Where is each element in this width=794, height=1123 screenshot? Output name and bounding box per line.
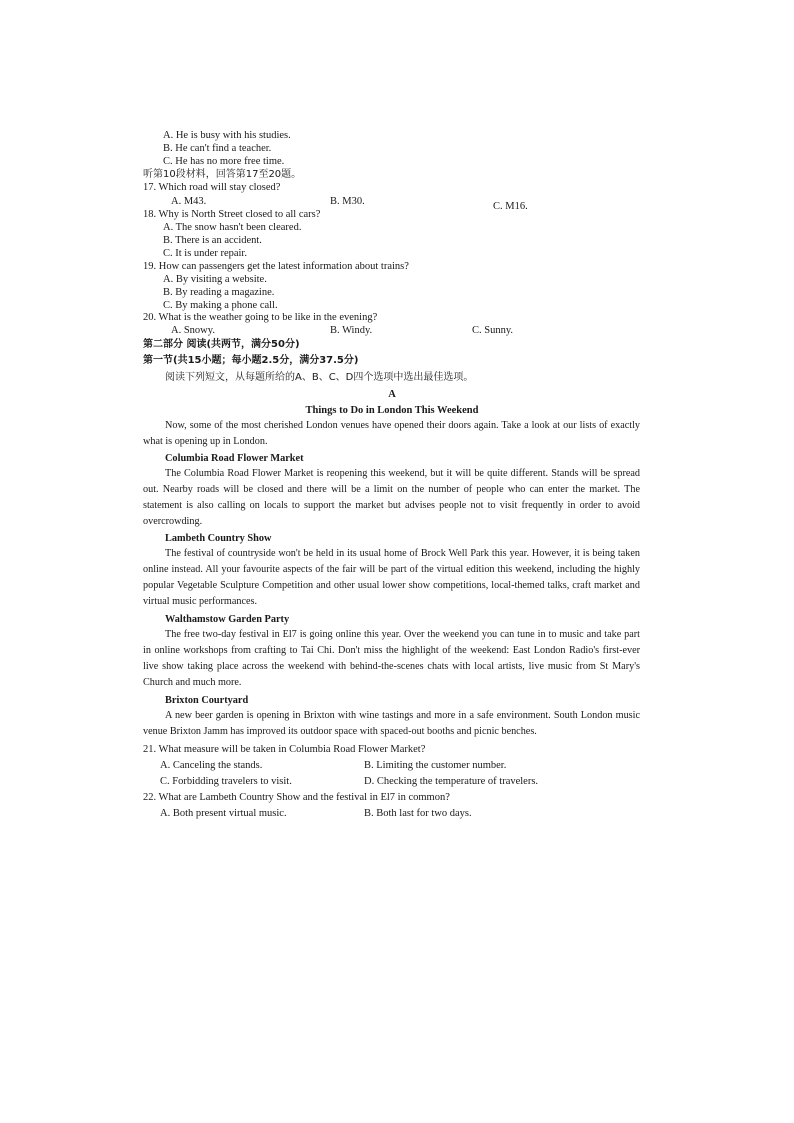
q22-option-a: A. Both present virtual music. (160, 808, 287, 819)
q16-option-a: A. He is busy with his studies. (163, 130, 291, 141)
q19-option-a: A. By visiting a website. (163, 274, 267, 285)
section-text-brixton: A new beer garden is opening in Brixton with wine tastings and more in a safe environment. South London music venue Brixton Jamm has improved its outdoor space with spaced-out booths and picnic benches. (143, 710, 640, 737)
section-1-title: 第一节(共15小题；每小题2.5分，满分37.5分) (143, 355, 359, 366)
q18-option-c: C. It is under repair. (163, 248, 247, 259)
section-heading-brixton: Brixton Courtyard (165, 695, 249, 706)
reading-instruction: 阅读下列短文，从每题所给的A、B、C、D四个选项中选出最佳选项。 (165, 372, 474, 383)
section-text-columbia: The Columbia Road Flower Market is reopening this weekend, but it will be quite different. Stands will be spread out. Nearby roads will be closed and there will be a limit on the number of people who can enter the market. The statement is also calling on locals to support the market but advises people not to visit frequently in order to avoid overcrowding. (143, 468, 640, 527)
section-heading-lambeth: Lambeth Country Show (165, 533, 272, 544)
part-2-title: 第二部分 阅读(共两节，满分50分) (143, 339, 300, 350)
q17-stem: 17. Which road will stay closed? (143, 182, 281, 193)
q21-option-b: B. Limiting the customer number. (364, 760, 507, 771)
q17-option-b: B. M30. (330, 196, 365, 207)
q20-stem: 20. What is the weather going to be like in the evening? (143, 312, 378, 323)
q17-option-a: A. M43. (171, 196, 207, 207)
section-text-walthamstow: The free two-day festival in El7 is going online this year. Over the weekend you can tune in to music and take part in online workshops from crafting to Tai Chi. Don't miss the highlight of the weekend: East London Radio's first-ever live show taking place across the weekend with behind-the-scenes chats with local artists, live music from St Mary's Church and much more. (143, 629, 640, 688)
q22-option-b: B. Both last for two days. (364, 808, 472, 819)
q18-option-a: A. The snow hasn't been cleared. (163, 222, 302, 233)
q19-option-c: C. By making a phone call. (163, 300, 278, 311)
section-heading-columbia: Columbia Road Flower Market (165, 453, 304, 464)
passage-letter: A (388, 389, 396, 400)
passage-title: Things to Do in London This Weekend (305, 405, 479, 416)
q20-option-a: A. Snowy. (171, 325, 215, 336)
q18-stem: 18. Why is North Street closed to all cars? (143, 209, 321, 220)
listening-10-instruction: 听第10段材料，回答第17至20题。 (143, 169, 302, 180)
q20-option-c: C. Sunny. (472, 325, 514, 336)
q21-stem: 21. What measure will be taken in Columbia Road Flower Market? (143, 744, 426, 755)
q20-option-b: B. Windy. (330, 325, 373, 336)
q22-stem: 22. What are Lambeth Country Show and the festival in El7 in common? (143, 792, 450, 803)
q21-option-a: A. Canceling the stands. (160, 760, 263, 771)
q16-option-b: B. He can't find a teacher. (163, 143, 272, 154)
q16-option-c: C. He has no more free time. (163, 156, 285, 167)
passage-intro: Now, some of the most cherished London venues have opened their doors again. Take a look at our lists of exactly what is opening up in London. (143, 420, 640, 447)
q19-option-b: B. By reading a magazine. (163, 287, 275, 298)
section-heading-walthamstow: Walthamstow Garden Party (165, 614, 290, 625)
q17-option-c: C. M16. (493, 201, 528, 212)
q19-stem: 19. How can passengers get the latest information about trains? (143, 261, 409, 272)
q21-option-c: C. Forbidding travelers to visit. (160, 776, 292, 787)
q21-option-d: D. Checking the temperature of travelers. (364, 776, 539, 787)
section-text-lambeth: The festival of countryside won't be held in its usual home of Brock Well Park this year. However, it is being taken online instead. All your favourite aspects of the fair will be part of the virtual edition this weekend, including the highly popular Vegetable Sculpture Competition and other usual lower show competitions, local-themed talks, craft market and virtual music performances. (143, 548, 640, 607)
q18-option-b: B. There is an accident. (163, 235, 262, 246)
